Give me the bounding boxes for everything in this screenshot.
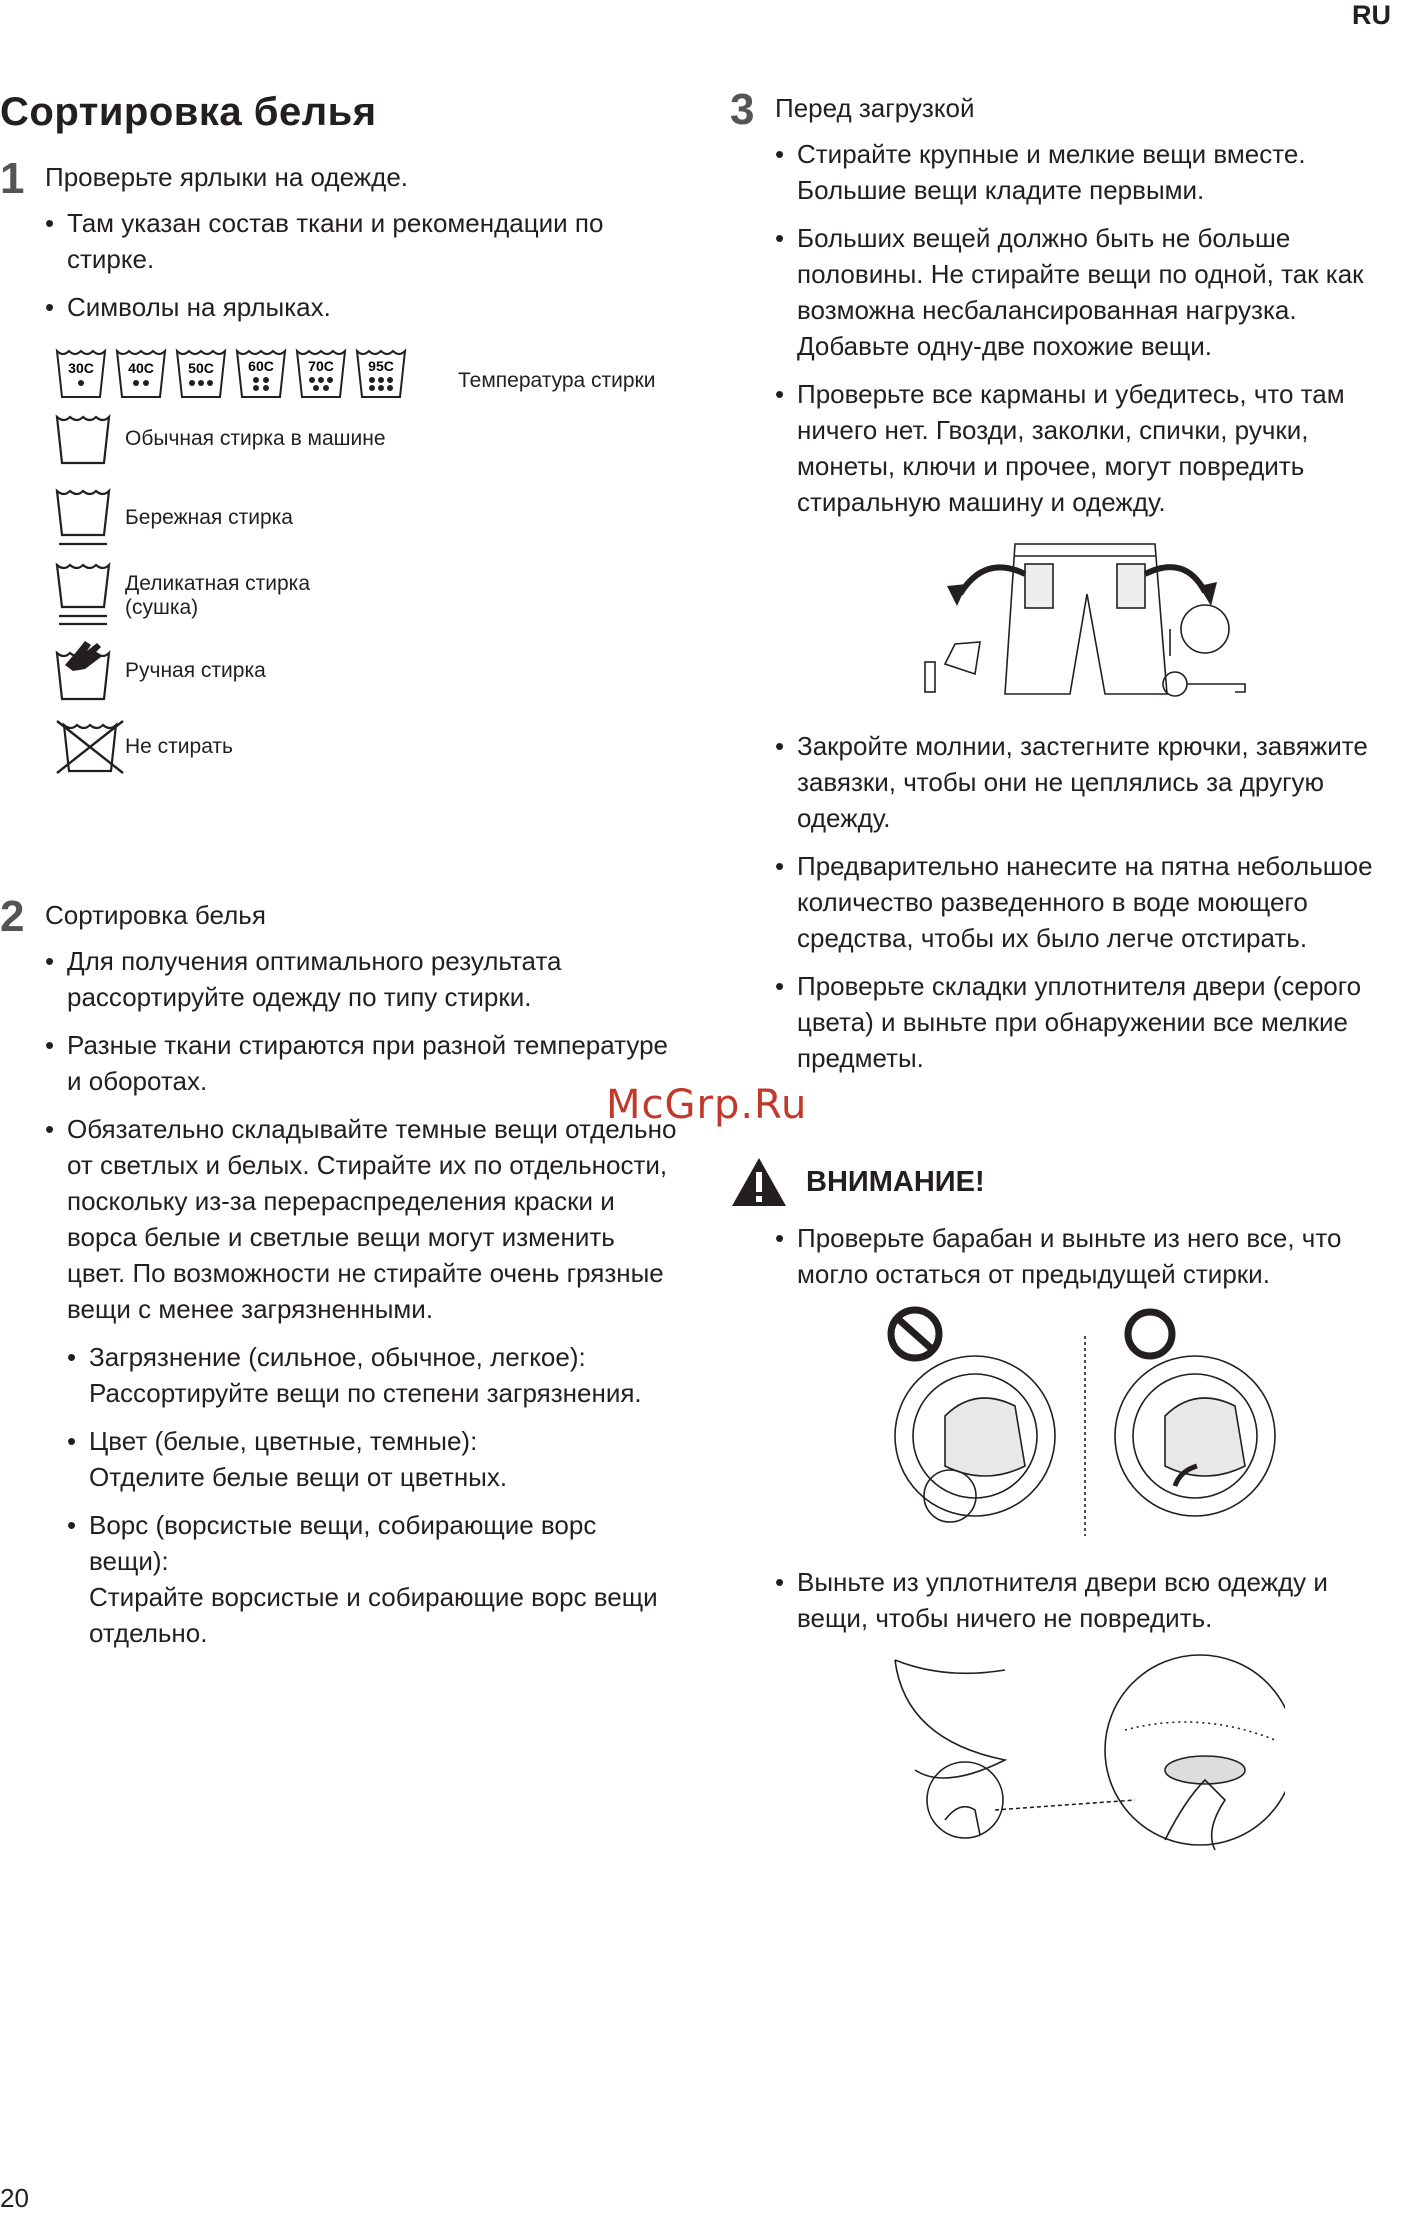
- normal-wash-row: [55, 411, 680, 467]
- warning-header: [730, 1156, 1395, 1208]
- warning-title: ВНИМАНИЕ!: [806, 1165, 985, 1198]
- tub-label: 70C: [308, 358, 334, 374]
- watermark: McGrp.Ru: [606, 1082, 808, 1128]
- tub-label: 95C: [368, 358, 394, 374]
- bullet-list: [775, 728, 1395, 1076]
- list-item: • Закройте молнии, застегните крючки, завяжите завязки, чтобы они не цеплялись за другую одежду.: [775, 728, 1395, 836]
- bullet-list: [775, 1564, 1395, 1636]
- bullet-list: [775, 136, 1395, 520]
- wash-30-icon: [55, 347, 107, 399]
- list-item: • Проверьте складки уплотнителя двери (серого цвета) и выньте при обнаружении все мелкие предметы.: [775, 968, 1395, 1076]
- symbol-label: Деликатная стирка (сушка): [125, 572, 311, 619]
- step-3: [730, 85, 1395, 1076]
- wash-60-icon: [235, 347, 287, 399]
- list-item: • Разные ткани стираются при разной температуре и оборотах.: [45, 1027, 680, 1099]
- symbol-label: Ручная стирка: [125, 659, 266, 682]
- symbol-label: Обычная стирка в машине: [125, 427, 386, 450]
- warning-icon: [730, 1156, 788, 1208]
- bullet-list: [45, 205, 680, 325]
- page-number: 20: [0, 2183, 29, 2213]
- wash-50-icon: [175, 347, 227, 399]
- drum-check-illustration: [875, 1306, 1295, 1546]
- list-item: • Стирайте крупные и мелкие вещи вместе. Большие вещи кладите первыми.: [775, 136, 1395, 208]
- step-number: 3: [730, 85, 755, 134]
- list-item: • Проверьте барабан и выньте из него все, что могло остаться от предыдущей стирки.: [775, 1220, 1395, 1292]
- list-item: • Там указан состав ткани и рекомендации по стирке.: [45, 205, 680, 277]
- step-number: 1: [0, 154, 25, 203]
- normal-wash-icon: [55, 411, 111, 467]
- step-heading: Проверьте ярлыки на одежде.: [45, 162, 409, 192]
- gentle-wash-icon: [55, 487, 111, 549]
- delicate-wash-row: [55, 561, 680, 631]
- bullet-list: [45, 943, 680, 1327]
- wash-70-icon: [295, 347, 347, 399]
- no-wash-row: [55, 719, 680, 775]
- symbol-label: Бережная стирка: [125, 506, 293, 529]
- list-item: • Загрязнение (сильное, обычное, легкое): Рассортируйте вещи по степени загрязнения.: [67, 1339, 680, 1411]
- list-item: • Ворс (ворсистые вещи, собирающие ворс вещи): Стирайте ворсистые и собирающие ворс вещи отдельно.: [67, 1507, 680, 1651]
- bullet-list: [775, 1220, 1395, 1292]
- hand-wash-row: [55, 639, 680, 703]
- step-heading: Перед загрузкой: [775, 93, 975, 123]
- symbol-label: Не стирать: [125, 735, 233, 758]
- gentle-wash-row: [55, 487, 680, 549]
- list-item: • Для получения оптимального результата рассортируйте одежду по типу стирки.: [45, 943, 680, 1015]
- left-column: [0, 90, 680, 1663]
- tub-label: 30C: [68, 360, 94, 376]
- list-item: • Цвет (белые, цветные, темные): Отделите белые вещи от цветных.: [67, 1423, 680, 1495]
- hand-wash-icon: [55, 639, 111, 703]
- pockets-illustration: [905, 534, 1265, 704]
- list-item: • Обязательно складывайте темные вещи отдельно от светлых и белых. Стирайте их по отдельности, поскольку из-за перераспределения краски и ворса белые и светлые вещи могут изменить цвет. По возможности не стирайте очень грязные вещи с менее загрязненными.: [45, 1111, 680, 1327]
- sub-bullet-list: [67, 1339, 680, 1651]
- tub-label: 40C: [128, 360, 154, 376]
- list-item: • Выньте из уплотнителя двери всю одежду и вещи, чтобы ничего не повредить.: [775, 1564, 1395, 1636]
- wash-95-icon: [355, 347, 407, 399]
- list-item: • Предварительно нанесите на пятна небольшое количество разведенного в воде моющего средства, чтобы их было легче отстирать.: [775, 848, 1395, 956]
- list-item: • Больших вещей должно быть не больше половины. Не стирайте вещи по одной, так как возможна несбалансированная нагрузка. Добавьте одну-две похожие вещи.: [775, 220, 1395, 364]
- right-column: [730, 85, 1395, 1874]
- step-2: [0, 892, 680, 1651]
- care-symbols: [55, 347, 680, 817]
- step-number: 2: [0, 892, 25, 941]
- language-code: RU: [1352, 0, 1391, 30]
- list-item: • Символы на ярлыках.: [45, 289, 680, 325]
- do-not-wash-icon: [55, 719, 125, 775]
- tub-label: 50C: [188, 360, 214, 376]
- step-heading: Сортировка белья: [45, 900, 266, 930]
- step-1: [0, 154, 680, 817]
- page-title: Сортировка белья: [0, 90, 377, 134]
- delicate-wash-icon: [55, 561, 111, 631]
- wash-40-icon: [115, 347, 167, 399]
- door-seal-illustration: [885, 1650, 1285, 1860]
- warning-section: [730, 1220, 1395, 1860]
- list-item: • Проверьте все карманы и убедитесь, что там ничего нет. Гвозди, заколки, спички, ручки, монеты, ключи и прочее, могут повредить стиральную машину и одежду.: [775, 376, 1395, 520]
- temperature-label: Температура стирки: [458, 369, 656, 392]
- tub-label: 60C: [248, 358, 274, 374]
